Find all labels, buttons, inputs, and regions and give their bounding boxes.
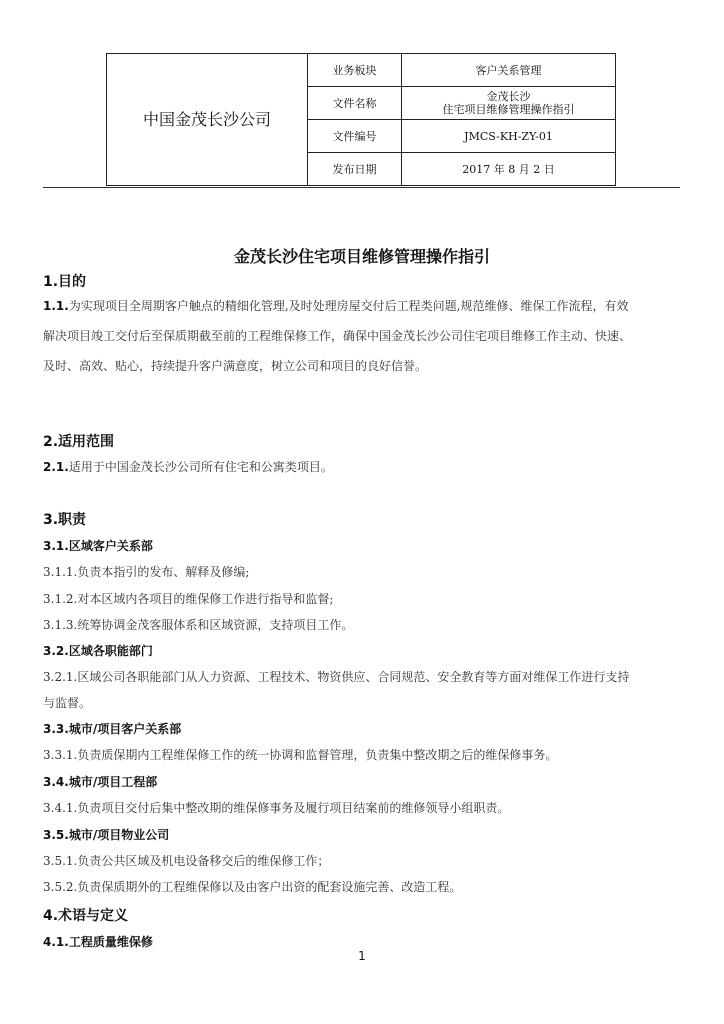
label-filename: 文件名称 xyxy=(308,87,402,120)
section-3-4-heading: 3.4.城市/项目工程部 xyxy=(43,775,158,789)
header-table xyxy=(106,53,616,186)
item-3-5-2: 3.5.2.负责保质期外的工程维保修以及由客户出资的配套设施完善、改造工程。 xyxy=(43,880,462,894)
header-divider xyxy=(43,187,680,188)
company-name: 中国金茂长沙公司 xyxy=(107,54,308,186)
section-3-3-heading: 3.3.城市/项目客户关系部 xyxy=(43,722,182,736)
section-1-1-line1 xyxy=(43,297,683,314)
value-business: 客户关系管理 xyxy=(402,54,616,87)
document-title: 金茂长沙住宅项目维修管理操作指引 xyxy=(233,247,490,266)
item-3-5-1: 3.5.1.负责公共区域及机电设备移交后的维保修工作； xyxy=(43,854,330,868)
label-business: 业务板块 xyxy=(308,54,402,87)
section-1-1-line3: 及时、高效、贴心，持续提升客户满意度，树立公司和项目的良好信誉。 xyxy=(43,359,428,373)
section-2-1 xyxy=(43,458,683,475)
item-3-1-2: 3.1.2.对本区域内各项目的维保修工作进行指导和监督; xyxy=(43,592,334,606)
section-4-1-heading: 4.1.工程质量维保修 xyxy=(43,935,153,949)
item-3-3-1: 3.3.1.负责质保期内工程维保修工作的统一协调和监督管理，负责集中整改期之后的维保修事务。 xyxy=(43,748,558,762)
value-date: 2017 年 8 月 2 日 xyxy=(402,153,616,186)
value-filename-line2: 住宅项目维修管理操作指引 xyxy=(442,103,575,116)
section-1-heading: 1.目的 xyxy=(43,274,87,290)
value-fileno: JMCS-KH-ZY-01 xyxy=(402,120,616,153)
item-3-2-1-line2: 与监督。 xyxy=(43,696,92,710)
item-3-1-1: 3.1.1.负责本指引的发布、解释及修编; xyxy=(43,565,250,579)
section-1-1-number: 1.1. xyxy=(43,299,69,313)
label-date: 发布日期 xyxy=(308,153,402,186)
value-filename xyxy=(402,87,616,120)
item-3-1-3: 3.1.3.统筹协调金茂客服体系和区域资源，支持项目工作。 xyxy=(43,618,354,632)
value-filename-line1: 金茂长沙 xyxy=(486,90,531,103)
section-3-5-heading: 3.5.城市/项目物业公司 xyxy=(43,828,170,842)
section-3-heading: 3.职责 xyxy=(43,512,87,528)
item-3-2-1-line1: 3.2.1.区域公司各职能部门从人力资源、工程技术、物资供应、合同规范、安全教育等方面对维保工作进行支持 xyxy=(43,670,630,684)
item-3-4-1: 3.4.1.负责项目交付后集中整改期的维保修事务及履行项目结案前的维修领导小组职责。 xyxy=(43,801,510,815)
label-fileno: 文件编号 xyxy=(308,120,402,153)
section-3-2-heading: 3.2.区域各职能部门 xyxy=(43,644,153,658)
section-2-heading: 2.适用范围 xyxy=(43,434,115,450)
section-4-heading: 4.术语与定义 xyxy=(43,908,129,924)
section-2-1-text: 适用于中国金茂长沙公司所有住宅和公寓类项目。 xyxy=(68,460,333,474)
section-1-1-text: 为实现项目全周期客户触点的精细化管理,及时处理房屋交付后工程类问题,规范维修、维保工作流程，有效 xyxy=(68,299,629,313)
section-1-1-line2: 解决项目竣工交付后至保质期截至前的工程维保修工作，确保中国金茂长沙公司住宅项目维修工作主动、快速、 xyxy=(43,329,632,343)
section-2-1-number: 2.1. xyxy=(43,460,69,474)
page-number: 1 xyxy=(358,949,366,963)
section-3-1-heading: 3.1.区域客户关系部 xyxy=(43,539,153,553)
